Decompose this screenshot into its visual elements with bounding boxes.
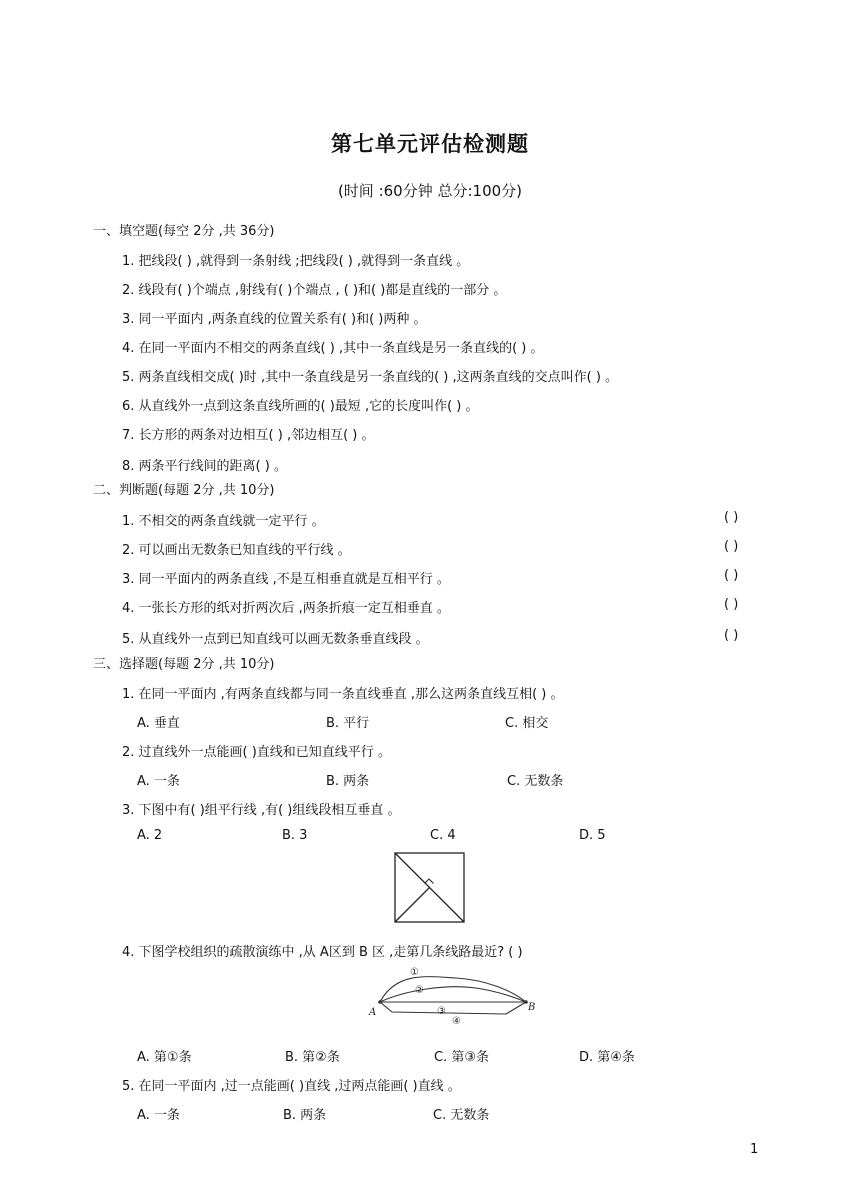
choice-question-4: 4. 下图学校组织的疏散演练中 ,从 A区到 B 区 ,走第几条线路最近? ( ): [122, 945, 523, 960]
option-c: C. 第③条: [434, 1050, 489, 1065]
choice-question-3: 3. 下图中有( )组平行线 ,有( )组线段相互垂直 。: [122, 803, 401, 818]
option-a: A. 一条: [137, 774, 180, 789]
answer-paren: ( ): [724, 568, 739, 583]
judge-question-1: 1. 不相交的两条直线就一定平行 。: [122, 514, 325, 529]
section3-heading: 三、选择题(每题 2分 ,共 10分): [93, 657, 275, 672]
fill-question-3: 3. 同一平面内 ,两条直线的位置关系有( )和( )两种 。: [122, 312, 427, 327]
option-a: A. 第①条: [137, 1050, 192, 1065]
answer-paren: ( ): [724, 539, 739, 554]
fill-question-5: 5. 两条直线相交成( )时 ,其中一条直线是另一条直线的( ) ,这两条直线的交点叫作( ) 。: [122, 370, 619, 385]
fill-question-7: 7. 长方形的两条对边相互( ) ,邻边相互( ) 。: [122, 428, 375, 443]
point-a-label: A: [369, 1007, 377, 1018]
option-b: B. 3: [282, 828, 308, 843]
option-d: D. 5: [579, 828, 606, 843]
option-b: B. 第②条: [285, 1050, 340, 1065]
fill-question-1: 1. 把线段( ) ,就得到一条射线 ;把线段( ) ,就得到一条直线 。: [122, 254, 470, 269]
page-title: 第七单元评估检测题: [331, 132, 529, 156]
option-b: B. 两条: [283, 1108, 327, 1123]
point-b-label: B: [528, 1002, 536, 1013]
judge-question-4: 4. 一张长方形的纸对折两次后 ,两条折痕一定互相垂直 。: [122, 601, 450, 616]
section2-heading: 二、判断题(每题 2分 ,共 10分): [93, 483, 275, 498]
route-2-label: ②: [415, 985, 424, 996]
fill-question-2: 2. 线段有( )个端点 ,射线有( )个端点 , ( )和( )都是直线的一部分 。: [122, 283, 507, 298]
option-b: B. 两条: [326, 774, 370, 789]
choice-question-1: 1. 在同一平面内 ,有两条直线都与同一条直线垂直 ,那么这两条直线互相( ) 。: [122, 687, 564, 702]
route-1-label: ①: [410, 967, 419, 978]
option-c: C. 4: [430, 828, 456, 843]
fill-question-4: 4. 在同一平面内不相交的两条直线( ) ,其中一条直线是另一条直线的( ) 。: [122, 341, 544, 356]
option-d: D. 第④条: [579, 1050, 635, 1065]
judge-question-3: 3. 同一平面内的两条直线 ,不是互相垂直就是互相平行 。: [122, 572, 450, 587]
option-b: B. 平行: [326, 716, 370, 731]
choice-question-5: 5. 在同一平面内 ,过一点能画( )直线 ,过两点能画( )直线 。: [122, 1079, 461, 1094]
page-number: 1: [750, 1142, 759, 1157]
answer-paren: ( ): [724, 628, 739, 643]
fill-question-8: 8. 两条平行线间的距离( ) 。: [122, 459, 287, 474]
option-c: C. 无数条: [433, 1108, 490, 1123]
option-a: A. 2: [137, 828, 163, 843]
option-c: C. 无数条: [507, 774, 564, 789]
option-a: A. 垂直: [137, 716, 180, 731]
judge-question-2: 2. 可以画出无数条已知直线的平行线 。: [122, 543, 351, 558]
answer-paren: ( ): [724, 597, 739, 612]
route-figure: [366, 962, 542, 1027]
judge-question-5: 5. 从直线外一点到已知直线可以画无数条垂直线段 。: [122, 632, 429, 647]
section1-heading: 一、填空题(每空 2分 ,共 36分): [93, 224, 275, 239]
route-3-label: ③: [437, 1006, 446, 1017]
option-a: A. 一条: [137, 1108, 180, 1123]
fill-question-6: 6. 从直线外一点到这条直线所画的( )最短 ,它的长度叫作( ) 。: [122, 399, 479, 414]
answer-paren: ( ): [724, 510, 739, 525]
choice-question-2: 2. 过直线外一点能画( )直线和已知直线平行 。: [122, 745, 391, 760]
square-figure: [394, 852, 466, 924]
exam-info: (时间 :60分钟 总分:100分): [337, 182, 523, 200]
route-4-label: ④: [452, 1016, 461, 1027]
option-c: C. 相交: [505, 716, 549, 731]
